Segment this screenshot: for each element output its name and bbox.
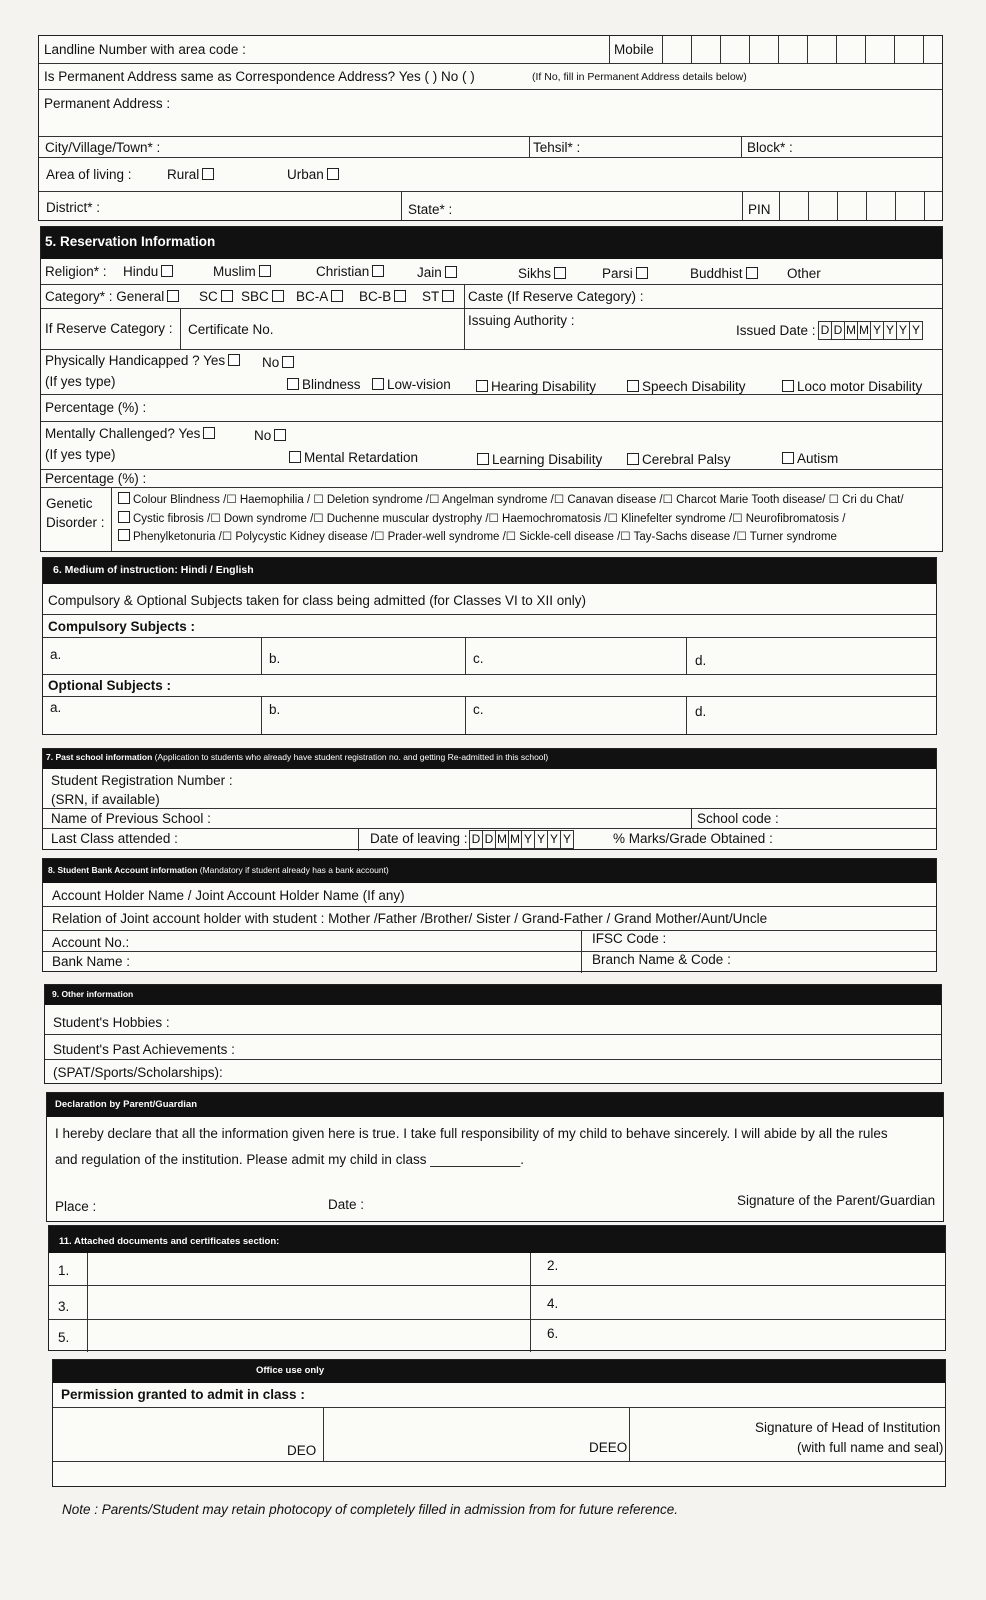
hobbies-row[interactable] xyxy=(45,1005,941,1035)
permanent-address-label: Permanent Address : xyxy=(44,96,171,111)
ph-if-yes: (If yes type) xyxy=(45,374,116,389)
sikhs-checkbox[interactable] xyxy=(554,267,566,279)
pin-digit-cells[interactable] xyxy=(779,192,953,220)
srn-label-2: (SRN, if available) xyxy=(51,792,160,807)
achievements-label: Student's Past Achievements : xyxy=(53,1042,235,1057)
category-bcb-label: BC-B xyxy=(359,289,392,304)
mc-retardation-label: Mental Retardation xyxy=(304,450,419,465)
signatures-row xyxy=(53,1408,945,1462)
mobile-label: Mobile xyxy=(614,42,654,57)
ph-question xyxy=(45,353,243,368)
declaration-text-2: and regulation of the institution. Please admit my child in class ____________. xyxy=(55,1152,525,1167)
bank-title: 8. Student Bank Account information xyxy=(48,865,198,875)
optional-a[interactable]: a. xyxy=(50,700,62,715)
ph-no-label: No xyxy=(262,355,280,370)
caste-label: Caste (If Reserve Category) : xyxy=(468,289,644,304)
documents-section xyxy=(48,1225,946,1351)
religion-muslim-label: Muslim xyxy=(213,264,256,279)
ph-percentage-row[interactable] xyxy=(41,395,942,422)
religion-christian-label: Christian xyxy=(316,264,370,279)
other-info-section xyxy=(44,984,942,1084)
medium-header xyxy=(43,558,936,584)
category-sc-label: SC xyxy=(199,289,218,304)
genetic-checkbox-3[interactable] xyxy=(118,529,130,541)
genetic-checkbox-2[interactable] xyxy=(118,511,130,523)
mc-no-label: No xyxy=(254,428,272,443)
religion-parsi-label: Parsi xyxy=(602,266,633,281)
buddhist-checkbox[interactable] xyxy=(746,267,758,279)
date-leaving-label: Date of leaving : xyxy=(370,831,468,846)
category-general-label: Category* : General xyxy=(45,289,165,304)
relation-label: Relation of Joint account holder with student : Mother /Father /Brother/ Sister / Grand-Father / Grand Mother/Aunt/Uncle xyxy=(52,911,768,926)
mc-no xyxy=(254,428,289,443)
hindu-checkbox[interactable] xyxy=(161,265,173,277)
achievements-row[interactable] xyxy=(45,1035,941,1060)
past-school-section xyxy=(42,748,937,850)
other-info-title: 9. Other information xyxy=(52,989,134,999)
marks-label: % Marks/Grade Obtained : xyxy=(613,831,773,846)
city-row xyxy=(39,137,942,158)
optional-fields-row xyxy=(43,697,936,734)
reservation-section xyxy=(40,226,943,552)
past-school-header xyxy=(43,749,936,769)
document-5-label: 5. xyxy=(58,1330,70,1345)
pin-label: PIN xyxy=(748,202,771,217)
ph-locomotor-label: Loco motor Disability xyxy=(797,379,923,394)
genetic-label-2: Disorder : xyxy=(46,515,105,530)
rural-label: Rural xyxy=(167,167,200,182)
district-row xyxy=(39,192,942,220)
locomotor-checkbox[interactable] xyxy=(782,380,794,392)
documents-title: 11. Attached documents and certificates section: xyxy=(59,1236,280,1247)
certificate-no-label: Certificate No. xyxy=(188,322,274,337)
declaration-header xyxy=(47,1093,943,1117)
office-use-section xyxy=(52,1359,946,1487)
ph-low-vision[interactable] xyxy=(369,377,451,392)
compulsory-c[interactable]: c. xyxy=(473,651,484,666)
bank-name-label: Bank Name : xyxy=(52,954,131,969)
mc-autism-label: Autism xyxy=(797,451,839,466)
bank-note: (Mandatory if student already has a bank account) xyxy=(199,865,389,875)
sc-checkbox[interactable] xyxy=(221,290,233,302)
compulsory-heading-row xyxy=(43,615,936,638)
mc-yes-checkbox[interactable] xyxy=(203,427,215,439)
genetic-label-1: Genetic xyxy=(46,496,93,511)
permanent-address-row[interactable] xyxy=(39,90,942,137)
cerebral-checkbox[interactable] xyxy=(627,453,639,465)
previous-school-label: Name of Previous School : xyxy=(51,811,211,826)
hobbies-label: Student's Hobbies : xyxy=(53,1015,170,1030)
mc-autism[interactable] xyxy=(779,451,838,466)
documents-row-2[interactable] xyxy=(49,1286,945,1320)
account-no-label: Account No.: xyxy=(52,935,130,950)
permanent-same-row xyxy=(39,64,942,90)
genetic-options-text-2: Cystic fibrosis /☐ Down syndrome /☐ Duchenne muscular dystrophy /☐ Haemochromatosis /☐ Klinefelter syndrome /☐ Neurofibromatosis / xyxy=(133,513,846,525)
category-bcb[interactable] xyxy=(359,289,409,304)
last-class-row xyxy=(43,829,936,851)
hearing-checkbox[interactable] xyxy=(476,380,488,392)
holder-label: Account Holder Name / Joint Account Holder Name (If any) xyxy=(52,888,405,903)
mc-question xyxy=(45,426,218,441)
footer-note: Note : Parents/Student may retain photocopy of completely filled in admission from for future reference. xyxy=(62,1502,679,1517)
ph-percentage-label: Percentage (%) : xyxy=(45,400,147,415)
religion-christian[interactable] xyxy=(316,264,387,279)
permission-row[interactable] xyxy=(53,1383,945,1408)
documents-header xyxy=(49,1226,945,1253)
religion-jain-label: Jain xyxy=(417,265,442,280)
optional-b[interactable]: b. xyxy=(269,702,281,717)
subjects-heading-row xyxy=(43,584,936,615)
bank-header xyxy=(43,859,936,883)
ph-yes-checkbox[interactable] xyxy=(228,354,240,366)
muslim-checkbox[interactable] xyxy=(259,265,271,277)
ph-hearing[interactable] xyxy=(473,379,596,394)
deeo-label: DEEO xyxy=(589,1440,628,1455)
ph-speech-label: Speech Disability xyxy=(642,379,746,394)
category-sbc[interactable] xyxy=(241,289,287,304)
ph-no-checkbox[interactable] xyxy=(282,356,294,368)
category-sbc-label: SBC xyxy=(241,289,269,304)
mc-percentage-label: Percentage (%) : xyxy=(45,471,147,486)
document-2-label: 2. xyxy=(547,1258,559,1273)
issued-date-boxes[interactable]: D D M M Y Y Y Y xyxy=(818,321,923,340)
srn-label-1: Student Registration Number : xyxy=(51,773,233,788)
mc-question-label: Mentally Challenged? Yes xyxy=(45,426,201,441)
reserve-cert-row xyxy=(41,309,942,350)
christian-checkbox[interactable] xyxy=(372,265,384,277)
landline-label: Landline Number with area code : xyxy=(44,42,246,57)
landline-row xyxy=(39,36,942,64)
other-info-header xyxy=(45,985,941,1005)
urban-option[interactable] xyxy=(287,167,342,182)
mc-cerebral[interactable] xyxy=(624,452,731,467)
religion-hindu[interactable] xyxy=(123,264,176,279)
previous-school-row xyxy=(43,809,936,829)
mc-percentage-row[interactable] xyxy=(41,470,942,488)
st-checkbox[interactable] xyxy=(442,290,454,302)
document-3-label: 3. xyxy=(58,1299,70,1314)
school-code-label: School code : xyxy=(697,811,779,826)
autism-checkbox[interactable] xyxy=(782,452,794,464)
state-label: State* : xyxy=(408,202,453,217)
category-bca[interactable] xyxy=(296,289,346,304)
area-label: Area of living : xyxy=(46,167,132,182)
rural-option[interactable] xyxy=(167,167,217,182)
ifsc-label: IFSC Code : xyxy=(592,931,667,946)
declaration-text-1: I hereby declare that all the information given here is true. I take full responsibility of my child to behave sincerely. I will abide by all the rules xyxy=(55,1126,888,1141)
deo-label: DEO xyxy=(287,1443,317,1458)
ph-blindness[interactable] xyxy=(284,377,361,392)
office-use-header xyxy=(53,1360,945,1383)
urban-label: Urban xyxy=(287,167,324,182)
documents-row-1[interactable] xyxy=(49,1253,945,1286)
if-reserve-label: If Reserve Category : xyxy=(45,321,173,336)
category-st[interactable] xyxy=(422,289,457,304)
religion-other: Other xyxy=(787,266,821,281)
bank-title-wrap xyxy=(48,865,389,875)
reservation-title: 5. Reservation Information xyxy=(45,234,216,249)
subjects-heading: Compulsory & Optional Subjects taken for class being admitted (for Classes VI to XII only) xyxy=(48,593,586,608)
medium-title: 6. Medium of instruction: Hindi / English xyxy=(53,564,254,576)
bank-name-row xyxy=(43,952,936,973)
speech-checkbox[interactable] xyxy=(627,380,639,392)
mobile-digit-cells[interactable] xyxy=(662,36,952,64)
past-school-note: (Application to students who already have student registration no. and getting Re-admitted in this school) xyxy=(154,752,549,762)
ph-blindness-label: Blindness xyxy=(302,377,361,392)
mc-no-checkbox[interactable] xyxy=(274,429,286,441)
document-6-label: 6. xyxy=(547,1326,559,1341)
low-vision-checkbox[interactable] xyxy=(372,378,384,390)
compulsory-d[interactable]: d. xyxy=(695,653,707,668)
religion-sikhs[interactable] xyxy=(518,266,569,281)
general-checkbox[interactable] xyxy=(167,290,179,302)
religion-jain[interactable] xyxy=(417,265,460,280)
genetic-options-line-1[interactable] xyxy=(115,492,904,506)
head-signature-label-1: Signature of Head of Institution xyxy=(755,1420,941,1435)
religion-muslim[interactable] xyxy=(213,264,274,279)
spat-label: (SPAT/Sports/Scholarships): xyxy=(53,1065,223,1080)
category-sc[interactable] xyxy=(199,289,236,304)
past-school-title-wrap xyxy=(46,752,548,762)
genetic-options-line-2[interactable] xyxy=(115,511,845,525)
physically-handicapped-row xyxy=(41,350,942,395)
branch-label: Branch Name & Code : xyxy=(592,952,731,967)
permanent-note: (If No, fill in Permanent Address details below) xyxy=(532,71,747,83)
compulsory-a[interactable]: a. xyxy=(50,647,62,662)
srn-row[interactable] xyxy=(43,769,936,809)
past-school-title: 7. Past school information xyxy=(46,752,153,762)
compulsory-fields-row xyxy=(43,638,936,675)
bank-section xyxy=(42,858,937,972)
declaration-title: Declaration by Parent/Guardian xyxy=(55,1099,198,1110)
contact-address-section xyxy=(38,35,943,221)
office-use-title: Office use only xyxy=(256,1365,325,1376)
mc-learning[interactable] xyxy=(474,452,602,467)
optional-heading-row xyxy=(43,675,936,697)
account-row xyxy=(43,931,936,952)
religion-buddhist-label: Buddhist xyxy=(690,266,743,281)
issuing-authority-label: Issuing Authority : xyxy=(468,313,575,328)
permanent-same-question: Is Permanent Address same as Correspondence Address? Yes ( ) No ( ) xyxy=(44,69,475,84)
bca-checkbox[interactable] xyxy=(331,290,343,302)
issued-date-label: Issued Date : xyxy=(736,323,816,338)
ph-no xyxy=(262,355,297,370)
reservation-header xyxy=(41,227,942,259)
area-row xyxy=(39,158,942,192)
mentally-challenged-row xyxy=(41,422,942,470)
genetic-options-line-3[interactable] xyxy=(115,529,837,543)
religion-row xyxy=(41,259,942,285)
bcb-checkbox[interactable] xyxy=(394,290,406,302)
religion-buddhist[interactable] xyxy=(690,266,761,281)
declaration-section xyxy=(46,1092,944,1222)
document-1-label: 1. xyxy=(58,1263,70,1278)
urban-checkbox[interactable] xyxy=(327,168,339,180)
relation-row xyxy=(43,907,936,931)
place-label: Place : xyxy=(55,1199,97,1214)
sbc-checkbox[interactable] xyxy=(272,290,284,302)
category-label xyxy=(45,289,182,304)
category-st-label: ST xyxy=(422,289,440,304)
mc-retardation[interactable] xyxy=(286,450,418,465)
optional-heading: Optional Subjects : xyxy=(48,678,172,693)
jain-checkbox[interactable] xyxy=(445,266,457,278)
genetic-options-text-1: Colour Blindness /☐ Haemophilia / ☐ Deletion syndrome /☐ Angelman syndrome /☐ Canavan disease /☐ Charcot Marie Tooth disease/ ☐ Cri du Chat/ xyxy=(133,494,904,506)
subjects-section xyxy=(42,557,937,735)
religion-parsi[interactable] xyxy=(602,266,651,281)
date-label: Date : xyxy=(328,1197,365,1212)
genetic-options-text-3: Phenylketonuria /☐ Polycystic Kidney disease /☐ Prader-well syndrome /☐ Sickle-cell disease /☐ Tay-Sachs disease /☐ Turner syndrome xyxy=(133,531,837,543)
documents-row-3[interactable] xyxy=(49,1320,945,1352)
religion-label: Religion* : xyxy=(45,264,107,279)
religion-hindu-label: Hindu xyxy=(123,264,159,279)
document-4-label: 4. xyxy=(547,1296,559,1311)
ph-hearing-label: Hearing Disability xyxy=(491,379,597,394)
spat-row[interactable] xyxy=(45,1060,941,1085)
optional-d[interactable]: d. xyxy=(695,704,707,719)
rural-checkbox[interactable] xyxy=(202,168,214,180)
religion-sikhs-label: Sikhs xyxy=(518,266,552,281)
mc-learning-label: Learning Disability xyxy=(492,452,603,467)
learning-checkbox[interactable] xyxy=(477,453,489,465)
ph-speech[interactable] xyxy=(624,379,746,394)
category-bca-label: BC-A xyxy=(296,289,329,304)
ph-low-vision-label: Low-vision xyxy=(387,377,451,392)
holder-row[interactable] xyxy=(43,883,936,907)
city-label: City/Village/Town* : xyxy=(45,140,161,155)
parent-signature-label: Signature of the Parent/Guardian xyxy=(737,1193,936,1208)
genetic-disorder-row xyxy=(41,488,942,551)
tehsil-label: Tehsil* : xyxy=(533,140,581,155)
mc-cerebral-label: Cerebral Palsy xyxy=(642,452,731,467)
block-label: Block* : xyxy=(747,140,793,155)
ph-question-label: Physically Handicapped ? Yes xyxy=(45,353,226,368)
genetic-checkbox-1[interactable] xyxy=(118,492,130,504)
optional-c[interactable]: c. xyxy=(473,702,484,717)
category-row xyxy=(41,285,942,309)
blindness-checkbox[interactable] xyxy=(287,378,299,390)
retardation-checkbox[interactable] xyxy=(289,451,301,463)
last-class-label: Last Class attended : xyxy=(51,831,178,846)
district-label: District* : xyxy=(46,200,100,215)
parsi-checkbox[interactable] xyxy=(636,267,648,279)
leaving-date-boxes[interactable]: D D M M Y Y Y Y xyxy=(469,830,574,849)
compulsory-b[interactable]: b. xyxy=(269,651,281,666)
compulsory-heading: Compulsory Subjects : xyxy=(48,619,196,634)
head-signature-label-2: (with full name and seal) xyxy=(797,1440,944,1455)
mc-if-yes: (If yes type) xyxy=(45,447,116,462)
permission-label: Permission granted to admit in class : xyxy=(61,1387,305,1402)
ph-locomotor[interactable] xyxy=(779,379,922,394)
